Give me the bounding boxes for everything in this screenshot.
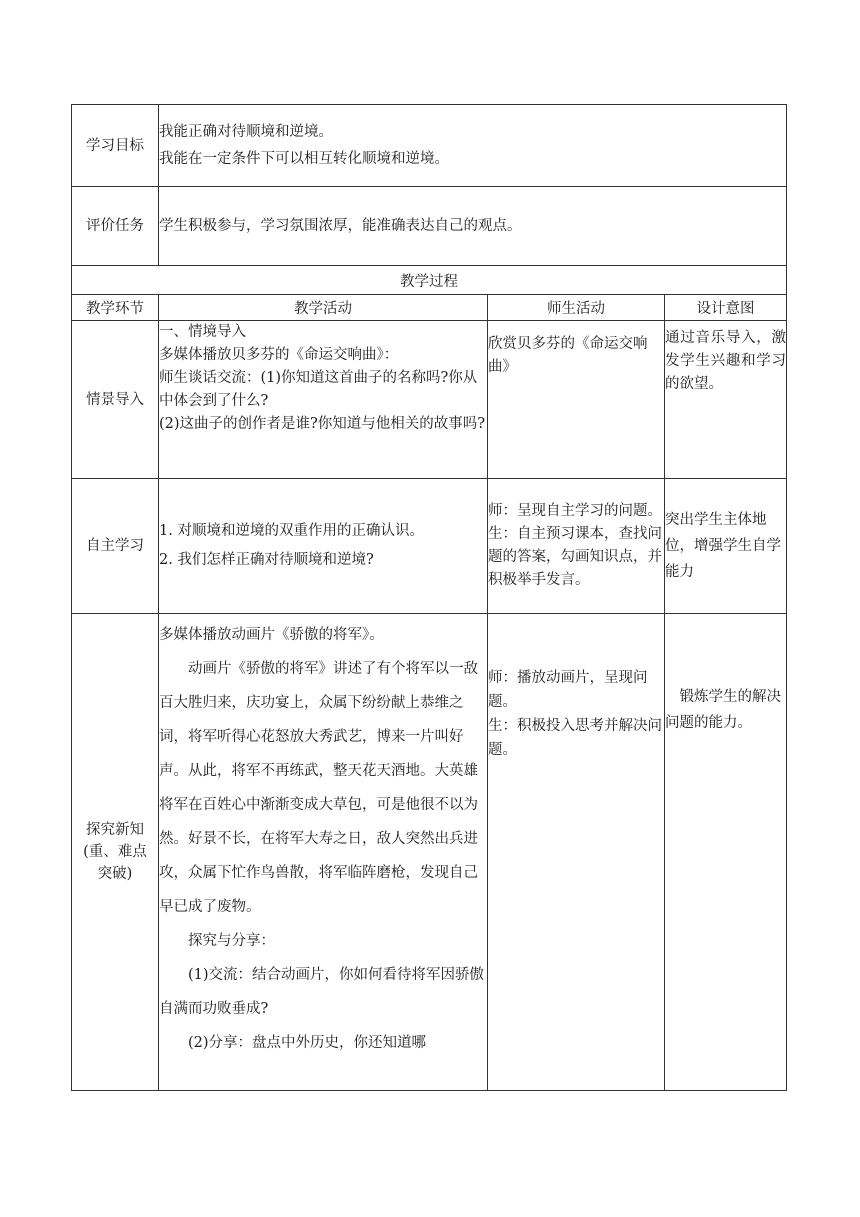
evaluation-content: 学生积极参与，学习氛围浓厚，能准确表达自己的观点。 — [159, 187, 787, 266]
explore-stage — [72, 614, 159, 1091]
activity-paragraph: 动画片《骄傲的将军》讲述了有个将军以一敌百大胜归来，庆功宴上，众属下纷纷献上恭维之词，将军听得心花怒放大秀武艺，博来一片叫好声。从此，将军不再练武，整天花天酒地。大英雄将军在百姓心中渐渐变成大草包，可是他很不以为然。好景不长，在将军大寿之日，敌人突然出兵进攻，众属下忙作鸟兽散，将军临阵磨枪，发现自己早已成了废物。 — [159, 661, 478, 915]
intro-activity — [159, 321, 488, 479]
explore-activity — [159, 614, 488, 1091]
goals-row — [72, 105, 787, 187]
intro-stage: 情景导入 — [72, 321, 159, 479]
explore-row — [72, 614, 787, 1091]
intro-row — [72, 321, 787, 479]
interaction-line: 师：播放动画片，呈现问题。 — [488, 670, 648, 710]
activity-paragraph: (1)交流：结合动画片，你如何看待将军因骄傲自满而功败垂成? — [159, 967, 485, 1017]
lesson-plan-table — [71, 104, 787, 1091]
intro-interaction: 欣赏贝多芬的《命运交响曲》 — [488, 321, 665, 479]
selfstudy-activity — [159, 479, 488, 614]
activity-line: 2. 我们怎样正确对待顺境和逆境? — [159, 552, 374, 568]
explore-interaction — [488, 614, 665, 1091]
activity-line: 一、情境导入 — [159, 324, 246, 340]
activity-line: (2)这曲子的创作者是谁?你知道与他相关的故事吗? — [159, 416, 486, 432]
stage-line: 探究新知 — [86, 822, 144, 838]
header-stage: 教学环节 — [72, 295, 159, 321]
header-activity: 教学活动 — [159, 295, 488, 321]
interaction-line: 师：呈现自主学习的问题。 — [488, 503, 662, 519]
goals-label: 学习目标 — [72, 105, 159, 187]
evaluation-label: 评价任务 — [72, 187, 159, 266]
intro-intent: 通过音乐导入，激发学生兴趣和学习的欲望。 — [665, 321, 787, 479]
process-title-row — [72, 266, 787, 295]
stage-line: (重、难点 — [83, 844, 147, 860]
header-intent: 设计意图 — [665, 295, 787, 321]
stage-line: 突破) — [97, 866, 133, 882]
explore-intent: 锻炼学生的解决问题的能力。 — [665, 614, 787, 1091]
selfstudy-intent: 突出学生主体地位，增强学生自学能力 — [665, 479, 787, 614]
activity-paragraph: (2)分享：盘点中外历史，你还知道哪 — [188, 1035, 427, 1051]
header-interaction: 师生活动 — [488, 295, 665, 321]
activity-line: 多媒体播放贝多芬的《命运交响曲》： — [159, 347, 399, 363]
goals-content — [159, 105, 787, 187]
header-row — [72, 295, 787, 321]
activity-paragraph: 多媒体播放动画片《骄傲的将军》。 — [159, 627, 384, 643]
activity-line: 师生谈话交流：(1)你知道这首曲子的名称吗?你从中体会到了什么? — [159, 370, 478, 409]
goal-line: 我能正确对待顺境和逆境。 — [159, 123, 333, 140]
process-title: 教学过程 — [72, 266, 787, 295]
selfstudy-row — [72, 479, 787, 614]
interaction-line: 生：自主预习课本，查找问题的答案，勾画知识点，并积极举手发言。 — [488, 526, 662, 588]
selfstudy-interaction — [488, 479, 665, 614]
evaluation-row — [72, 187, 787, 266]
goal-line: 我能在一定条件下可以相互转化顺境和逆境。 — [159, 150, 449, 167]
activity-line: 1. 对顺境和逆境的双重作用的正确认识。 — [159, 523, 424, 539]
activity-paragraph: 探究与分享： — [188, 933, 275, 949]
interaction-line: 生：积极投入思考并解决问题。 — [488, 718, 662, 758]
selfstudy-stage: 自主学习 — [72, 479, 159, 614]
